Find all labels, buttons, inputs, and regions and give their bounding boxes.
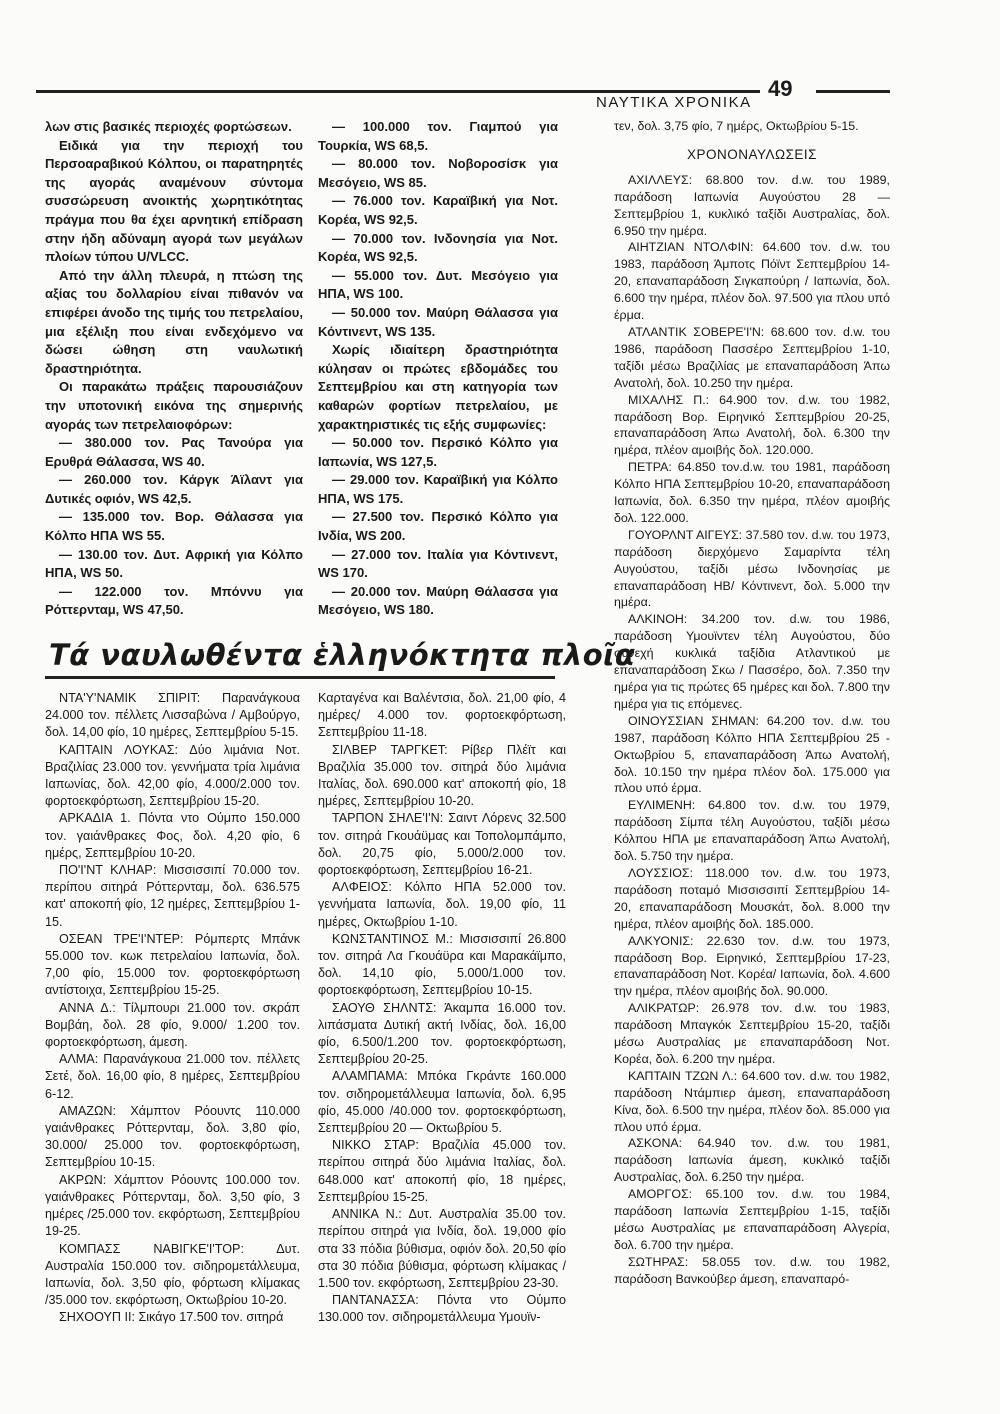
fixture-line: — 380.000 τον. Ρας Τανούρα για Ερυθρά Θάλασσα, WS 40. [45, 435, 303, 469]
charter-entry: ΑΛΚΙΝΟΗ: 34.200 τον. d.w. του 1986, παράδοση Υμουϊντεν τέλη Αυγούστου, δύο συνεχή κυκλικά ταξίδια Ατλαντικού με επαναπαράδοση Σκω / Πασσέρο, δολ. 7.350 την ημέρα για τις πρώτες 65 ημέρες και δολ. 7.800 την ημέρα για τις επόμενες. [614, 612, 890, 711]
fixture-entry: ΠΟ'Ι'ΝΤ ΚΛΗΑΡ: Μισσισσιπί 70.000 τον. περίπου σιτηρά Ρόττερνταμ, δολ. 636.575 κατ' αποκοπή φίο, 12 ημέρες, Σεπτεμβρίου 1-15. [45, 863, 300, 929]
fixture-entry: ΑΛΑΜΠΑΜΑ: Μπόκα Γκράντε 160.000 τον. σιδηρομετάλλευμα Ιαπωνία, δολ. 6,95 φίο, 45.000 /40.000 τον. φορτοεκφόρτωση, Σεπτεμβρίου 20 — Οκτωβρίου 5. [318, 1069, 566, 1136]
paragraph: Οι παρακάτω πράξεις παρουσιάζουν την υποτονική εικόνα της σημερινής αγοράς των πετρελαιοφόρων: [45, 379, 303, 432]
charter-entry: ΑΛΙΚΡΑΤΩΡ: 26.978 τον. d.w. του 1983, παράδοση Μπαγκόκ Σεπτεμβρίου 15-20, ταξίδι μέσω Αυστραλίας με επαναπαράδοση Νοτ. Κορέα, δολ. 6.200 την ημέρα. [614, 1001, 890, 1066]
fixture-line: — 20.000 τον. Μαύρη Θάλασσα για Μεσόγειο, WS 180. [318, 583, 558, 618]
fixture-line: — 130.00 τον. Δυτ. Αφρική για Κόλπο ΗΠΑ, WS 50. [45, 546, 303, 581]
paragraph: Χωρίς ιδιαίτερη δραστηριότητα κύλησαν οι πρώτες εβδομάδες του Σεπτεμβρίου και στη κατηγορία των καθαρών φορτίων πετρελαίου, με χαρακτηριστικές τις εξής συμφωνίες: [318, 342, 558, 432]
charter-entry: ΑΛΚΥΟΝΙΣ: 22.630 τον. d.w. του 1973, παράδοση Βορ. Ειρηνικό, Σεπτεμβρίου 17-23, επαναπαράδοση Νοτ. Κορέα/ Ιαπωνία, δολ. 4.600 την ημέρα, πλέον αμοιβής δολ. 90.000. [614, 933, 890, 999]
article-title-text: Τά ναυλωθέντα ἑλληνόκτητα πλοῖα [49, 638, 636, 672]
paragraph: Ειδικά για την περιοχή του Περσοαραβικού Κόλπου, οι παρατηρητές της αγοράς αναμένουν σύντομα συσσώρευση ανοικτής χωρητικότητας πράγμα που θα έχει αρνητική επίδραση στην ήδη αδύναμη αγορά των μεγάλων πλοίων τύπου U/VLCC. [45, 137, 303, 265]
chartered-ships-column-a [45, 690, 300, 1327]
fixture-entry: ΝΙΚΚΟ ΣΤΑΡ: Βραζιλία 45.000 τον. περίπου σιτηρά δύο λιμάνια Ιταλίας, δολ. 648.000 κατ' αποκοπή φίο, 18 ημέρες, Σεπτεμβρίου 15-25. [318, 1138, 566, 1204]
fixture-line: — 122.000 τον. Μπόννυ για Ρόττερνταμ, WS 47,50. [45, 583, 303, 618]
charter-entry: ΑΧΙΛΛΕΥΣ: 68.800 τον. d.w. του 1989, παράδοση Ιαπωνία Αυγούστου 28 — Σεπτεμβρίου 1, κυκλικό ταξίδι Αυστραλίας, δολ. 6.950 την ημέρα. [614, 172, 890, 238]
charter-entry: ΠΕΤΡΑ: 64.850 τον.d.w. του 1981, παράδοση Κόλπο ΗΠΑ Σεπτεμβρίου 10-20, επαναπαράδοση Ιαπωνία, δολ. 6.350 την ημέρα, πλέον αμοιβής δολ. 122.000. [614, 460, 890, 525]
charter-entry: ΓΟΥΟΡΛΝΤ ΑΙΓΕΥΣ: 37.580 τον. d.w. του 1973, παράδοση διερχόμενο Σαμαρίντα τέλη Αυγούστου, ταξίδι μέσω Ινδονησίας με επαναπαράδοση ΗΒ/ Κόντινεντ, δολ. 5.000 την ημέρα. [614, 527, 890, 610]
article-title [45, 634, 636, 679]
fixture-line: — 80.000 τον. Νοβοροσίσκ για Μεσόγειο, WS 85. [318, 156, 558, 190]
fixture-entry: ΣΙΛΒΕΡ ΤΑΡΓΚΕΤ: Ρίβερ Πλέϊτ και Βραζιλία 35.000 τον. σιτηρά δύο λιμάνια Ιταλίας, δολ. 690.000 κατ' αποκοπή φίο, 18 ημέρες, Σεπτεμβρίου 10-20. [318, 742, 566, 809]
charter-entry: ΣΩΤΗΡΑΣ: 58.055 τον. d.w. του 1982, παράδοση Βανκούβερ άμεση, επαναπαρό- [614, 1254, 890, 1286]
paragraph: λων στις βασικές περιοχές φορτώσεων. [45, 119, 292, 134]
publication-title: ΝΑΥΤΙΚΑ ΧΡΟΝΙΚΑ [596, 94, 752, 111]
page-number: 49 [768, 76, 793, 101]
fixture-entry: ΠΑΝΤΑΝΑΣΣΑ: Πόντα ντο Ούμπο 130.000 τον. σιδηρομετάλλευμα Υμουϊν- [318, 1293, 566, 1325]
fixture-line: — 55.000 τον. Δυτ. Μεσόγειο για ΗΠΑ, WS 100. [318, 267, 558, 302]
charter-entry: ΛΟΥΣΣΙΟΣ: 118.000 τον. d.w. του 1973, παράδοση ποταμό Μισσισσιπί Σεπτεμβρίου 14-20, επαναπαράδοση Μουσκάτ, δολ. 8.000 την ημέρα, πλέον αμοιβής δολ. 185.000. [614, 865, 890, 931]
fixture-entry: ΟΣΕΑΝ ΤΡΕ'Ι'ΝΤΕΡ: Ρόμπερτς Μπάνκ 55.000 τον. κωκ πετρελαίου Ιαπωνία, δολ. 7,00 φίο, 15.000 τον. φορτοεκφόρτωση αντίστοιχα, Σεπτεμβρίου 15-25. [45, 931, 300, 998]
charter-entry: ΑΤΛΑΝΤΙΚ ΣΟΒΕΡΕ'Ι'Ν: 68.600 τον. d.w. του 1986, παράδοση Πασσέρο Σεπτεμβρίου 1-10, ταξίδι μέσω Βραζιλίας με επαναπαράδοση Άπω Ανατολή, δολ. 10.250 την ημέρα. [614, 324, 890, 390]
fixture-entry: ΑΝΝΙΚΑ Ν.: Δυτ. Αυστραλία 35.00 τον. περίπου σιτηρά για Ινδία, δολ. 19,000 φίο στα 33 πόδια βύθισμα, οφιόν δολ. 20,50 φίο στα 30 πόδια βύθισμα, φόρτωση κλίμακας / 1.500 τον. εκφόρτωση, Σεπτεμβρίου 23-30. [318, 1207, 566, 1290]
column-2 [318, 118, 558, 620]
column-1 [45, 118, 303, 620]
fixture-entry: ΑΝΝΑ Δ.: Τίλμπουρι 21.000 τον. σκράπ Βομβάη, δολ. 28 φίο, 9.000/ 1.200 τον. φορτοεκφόρτωση, άμεση. [45, 1000, 300, 1050]
fixture-line: — 135.000 τον. Βορ. Θάλασσα για Κόλπο ΗΠΑ WS 55. [45, 509, 303, 544]
charter-entry: ΕΥΛΙΜΕΝΗ: 64.800 τον. d.w. του 1979, παράδοση Σίμπα τέλη Αυγούστου, ταξίδι μέσω Κόλπου ΗΠΑ με επαναπαράδοση Άπω Ανατολή, δολ. 5.750 την ημέρα. [614, 798, 890, 864]
fixture-entry: ΚΑΠΤΑΙΝ ΛΟΥΚΑΣ: Δύο λιμάνια Νοτ. Βραζιλίας 23.000 τον. γεννήματα τρία λιμάνια Ιαπωνίας, δολ. 42,00 φίο, 4.000/2.000 τον. φορτοεκφόρτωση, Σεπτεμβρίου 15-20. [45, 742, 300, 809]
fixture-entry: ΤΑΡΠΟΝ ΣΗΛΕ'Ι'Ν: Σαιντ Λόρενς 32.500 τον. σιτηρά Γκουάϋμας και Τοπολομπάμπο, δολ. 20,75 φίο, 5.000/2.000 τον. φορτοεκφόρτωση, Σεπτεμβρίου 16-21. [318, 811, 566, 878]
fixture-entry: ΣΑΟΥΘ ΣΗΛΝΤΣ: Άκαμπα 16.000 τον. λιπάσματα Δυτική ακτή Ινδίας, δολ. 16,00 φίο, 6.500/1.200 τον. φορτοεκφόρτωση, Σεπτεμβρίου 20-25. [318, 1000, 566, 1067]
fixture-line: — 27.000 τον. Ιταλία για Κόντινεντ, WS 170. [318, 546, 558, 581]
fixture-line: — 29.000 τον. Καραϊβική για Κόλπο ΗΠΑ, WS 175. [318, 472, 558, 506]
charter-entry: ΟΙΝΟΥΣΣΙΑΝ ΣΗΜΑΝ: 64.200 τον. d.w. του 1987, παράδοση Κόλπο ΗΠΑ Σεπτεμβρίου 25 - Οκτωβρίου 5, επαναπαράδοση Άπω Ανατολή, δολ. 10.150 την ημέρα πλέον δολ. 175.000 για πλου υπό έρμα. [614, 713, 890, 796]
fixture-line: — 50.000 τον. Περσικό Κόλπο για Ιαπωνία, WS 127,5. [318, 435, 558, 469]
fixture-entry: ΑΜΑΖΩΝ: Χάμπτον Ρόουντς 110.000 γαιάνθρακες Ρόττερνταμ, δολ. 3,80 φίο, 30.000/ 25.000 τον. φορτοεκφόρτωση, Σεπτεμβρίου 10-15. [45, 1103, 300, 1170]
fixture-entry: ΑΚΡΩΝ: Χάμπτον Ρόουντς 100.000 τον. γαιάνθρακες Ρόττερνταμ, δολ. 3,50 φίο, 3 ημέρες /25.000 τον. εκφόρτωση, Σεπτεμβρίου 19-25. [45, 1172, 300, 1239]
charter-entry: ΜΙΧΑΛΗΣ Π.: 64.900 τον. d.w. του 1982, παράδοση Βορ. Ειρηνικό Σεπτεμβρίου 20-25, επαναπαράδοση Άπω Ανατολή, δολ. 6.300 την ημέρα, πλέον αμοιβής δολ. 120.000. [614, 392, 890, 458]
fixture-entry: ΝΤΑ'Υ'ΝΑΜΙΚ ΣΠΙΡΙΤ: Παρανάγκουα 24.000 τον. πέλλετς Λισσαβώνα / Αμβούργο, δολ. 14,00 φίο, 10 ημέρες, Σεπτεμβρίου 5-15. [45, 691, 300, 740]
fixture-entry: ΑΡΚΑΔΙΑ 1. Πόντα ντο Ούμπο 150.000 τον. γαιάνθρακες Φος, δολ. 4,20 φίο, 6 ημέρς, Σεπτεμβρίου 10-20. [45, 811, 300, 860]
header-rule-left [36, 90, 760, 93]
charter-entry: ΑΜΟΡΓΟΣ: 65.100 τον. d.w. του 1984, παράδοση Ιαπωνία Σεπτεμβρίου 1-15, ταξίδι μέσω Αυστραλίας με επαναπαράδοση Αλγερία, δολ. 6.700 την ημέρα. [614, 1187, 890, 1252]
fixture-line: — 27.500 τον. Περσικό Κόλπο για Ινδία, WS 200. [318, 509, 558, 544]
section-heading: ΧΡΟΝΟΝΑΥΛΩΣΕΙΣ [686, 146, 818, 162]
fixture-entry: ΚΩΝΣΤΑΝΤΙΝΟΣ Μ.: Μισσισσιπί 26.800 τον. σιτηρά Λα Γκουάϋρα και Μαρακάϊμπο, δολ. 14,10 φίο, 5.000/1.000 τον. φορτοεκφόρτωση, Σεπτεμβρίου 10-15. [318, 931, 566, 998]
chartered-ships-column-b [318, 690, 566, 1327]
fixture-entry: ΚΟΜΠΑΣΣ ΝΑΒΙΓΚΕ'Ι'ΤΟΡ: Δυτ. Αυστραλία 150.000 τον. σιδηρομετάλλευμα, Ιαπωνία, δολ. 3,50 φίο, φόρτωση κλίμακας /35.000 τον. εκφόρτωση, Οκτωβρίου 10-20. [45, 1241, 300, 1308]
header-rule-right [816, 90, 890, 93]
paragraph: τεν, δολ. 3,75 φίο, 7 ημέρς, Οκτωβρίου 5-15. [614, 119, 859, 133]
fixture-entry: ΑΛΦΕΙΟΣ: Κόλπο ΗΠΑ 52.000 τον. γεννήματα Ιαπωνία, δολ. 19,00 φίο, 11 ημέρες, Οκτωβρίου 1-10. [318, 880, 566, 929]
fixture-entry: ΑΛΜΑ: Παρανάγκουα 21.000 τον. πέλλετς Σετέ, δολ. 16,00 φίο, 8 ημέρες, Σεπτεμβρίου 6-12. [45, 1052, 300, 1101]
fixture-line: — 100.000 τον. Γιαμπού για Τουρκία, WS 68,5. [318, 119, 558, 153]
fixture-line: — 260.000 τον. Κάργκ Άϊλαντ για Δυτικές οφιόν, WS 42,5. [45, 472, 303, 506]
charter-entry: ΚΑΠΤΑΙΝ ΤΖΩΝ Λ.: 64.600 τον. d.w. του 1982, παράδοση Ντάμπιερ άμεση, επαναπαράδοση Κίνα, δολ. 6.500 την ημέρα, πλέον δολ. 85.000 για πλου υπό έρμα. [614, 1068, 890, 1134]
fixture-entry: Καρταγένα και Βαλέντσια, δολ. 21,00 φίο, 4 ημέρες/ 4.000 τον. φορτοεκφόρτωση, Σεπτεμβρίου 11-18. [318, 691, 566, 740]
fixture-line: — 50.000 τον. Μαύρη Θάλασσα για Κόντινεντ, WS 135. [318, 304, 558, 339]
fixture-entry: ΣΗΧΟΟΥΠ ΙΙ: Σικάγο 17.500 τον. σιτηρά [59, 1310, 284, 1325]
charter-entry: ΑΙΗΤΖΙΑΝ ΝΤΟΛΦΙΝ: 64.600 τον. d.w. του 1983, παράδοση Άμποτς Πόϊντ Σεπτεμβρίου 14-20, επαναπαράδοση Σιγκαπούρη / Ιαπωνία, δολ. 6.600 την ημέρα, πλέον δολ. 97.500 για πλου υπό έρμα. [614, 240, 890, 323]
paragraph: Από την άλλη πλευρά, η πτώση της αξίας του δολλαρίου είναι πιθανόν να επιφέρει άνοδο της τιμής του πετρελαίου, μια εξέλιξη που είναι ενδεχόμενο να δώσει ώθηση στη ναυλωτική δραστηριότητα. [45, 267, 303, 376]
fixture-line: — 70.000 τον. Ινδονησία για Νοτ. Κορέα, WS 92,5. [318, 230, 558, 265]
charter-entry: ΑΣΚΟΝΑ: 64.940 τον. d.w. του 1981, παράδοση Ιαπωνία άμεση, κυκλικό ταξίδι Αυστραλίας, δολ. 6.250 την ημέρα. [614, 1136, 890, 1185]
time-charters-column [614, 118, 890, 1288]
fixture-line: — 76.000 τον. Καραϊβική για Νοτ. Κορέα, WS 92,5. [318, 193, 558, 227]
